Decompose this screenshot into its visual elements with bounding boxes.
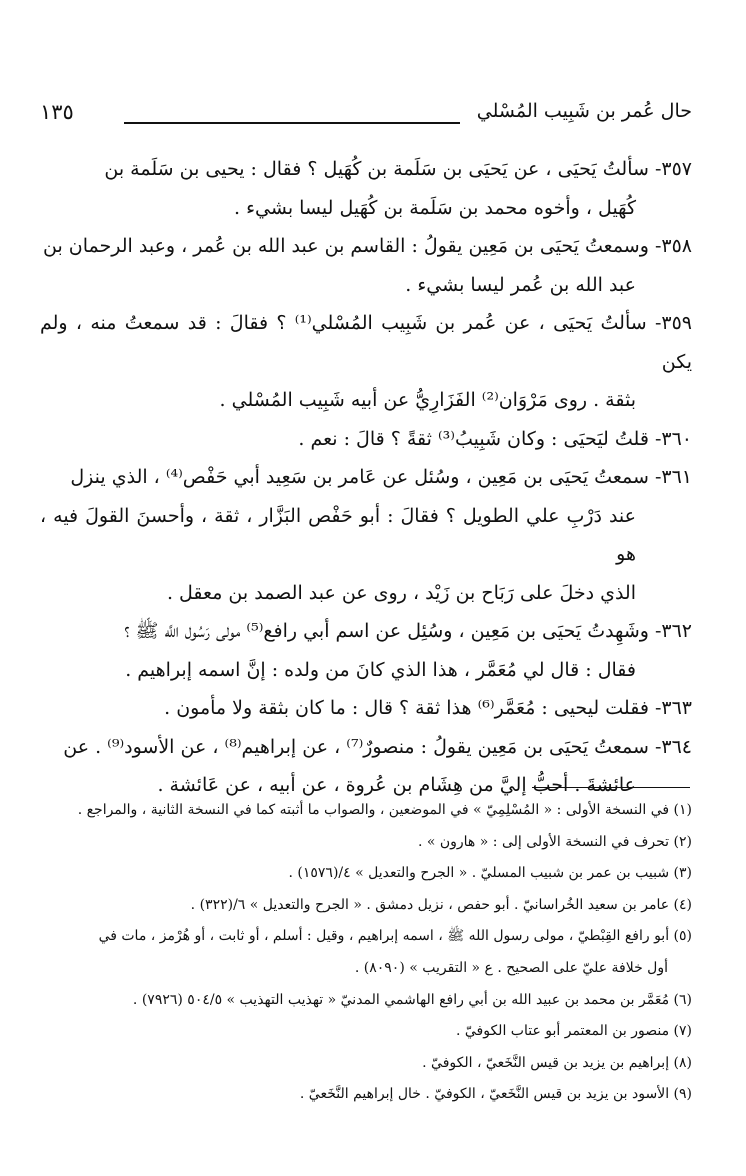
- footnote-9: [40, 1079, 692, 1111]
- footnote-line: (٩) الأسود بن يزيد بن قيس النَّخَعيّ ، الكوفيّ . خال إبراهيم النَّخَعيّ .: [299, 1086, 692, 1103]
- entry-358: [40, 227, 692, 304]
- entry-line: عبد الله بن عُمر ليسا بشيء .: [405, 273, 636, 296]
- entry-line: ٣٦١- سمعتُ يَحيَى بن مَعِين ، وسُئل عن عَامر بن سَعِيد أبي حَفْص⁽⁴⁾ ، الذي ينزل: [70, 466, 692, 488]
- footnote-line: (٣) شبيب بن عمر بن شبيب المسليّ . « الجرح والتعديل » ٤/(١٥٧٦) .: [288, 865, 692, 882]
- page-number: ١٣٥: [40, 100, 74, 124]
- footnote-line: (٦) مُعَمَّر بن محمد بن عبيد الله بن أبي رافع الهاشمي المدنيّ « تهذيب التهذيب » ٥٠٤/٥ (٧٩٢٦) .: [132, 991, 692, 1008]
- entry-361: [40, 458, 692, 612]
- entry-364: [40, 728, 692, 805]
- entry-line: ٣٥٩- سألتُ يَحيَى ، عن عُمر بن شَبِيب المُسْلي⁽¹⁾ ؟ فقالَ : قد سمعتُ منه ، ولم يكن: [40, 312, 692, 373]
- entry-line: ٣٥٧- سألتُ يَحيَى ، عن يَحيَى بن سَلَمة بن كُهَيل ؟ فقال : يحيى بن سَلَمة بن: [104, 158, 692, 180]
- footnote-3: [40, 858, 692, 890]
- page-header: [40, 100, 692, 132]
- running-title: حال عُمر بن شَبِيب المُسْلي: [476, 100, 692, 122]
- header-rule: [124, 122, 460, 124]
- entry-line: كُهَيل ، وأخوه محمد بن سَلَمة بن كُهَيل ليسا بشيء .: [234, 196, 636, 219]
- footnote-5: [40, 921, 692, 984]
- footnote-line: (٤) عامر بن سعيد الخُراسانيّ . أبو حفص ، نزيل دمشق . « الجرح والتعديل » ٦/(٣٢٢) .: [190, 896, 692, 913]
- footnote-8: [40, 1048, 692, 1080]
- entry-362: [40, 612, 692, 689]
- entry-line: ٣٦٤- سمعتُ يَحيَى بن مَعِين يقولُ : منصورٌ⁽⁷⁾ ، عن إبراهيم⁽⁸⁾ ، عن الأسود⁽⁹⁾ . عن: [63, 735, 692, 758]
- footnote-line: (٢) تحرف في النسخة الأولى إلى : « هارون » .: [417, 833, 692, 850]
- footnote-separator: [532, 787, 690, 788]
- entry-363: [40, 689, 692, 728]
- entry-line: بثقة . روى مَرْوَان⁽²⁾ الفَزَارِيُّ عن أبيه شَبِيب المُسْلي .: [219, 389, 636, 411]
- entry-360: [40, 420, 692, 459]
- footnote-7: [40, 1016, 692, 1048]
- footnote-line: (٥) أبو رافع القِبْطيّ ، مولى رسول الله ﷺ ، اسمه إبراهيم ، وقيل : أسلم ، أو ثابت ، أو هُرْمز ، مات في: [98, 928, 692, 945]
- entry-359: [40, 304, 692, 420]
- footnote-line: أول خلافة عليّ على الصحيح . ع « التقريب » (٨٠٩٠) .: [354, 959, 668, 976]
- footnote-line: (٨) إبراهيم بن يزيد بن قيس النَّخَعيّ ، الكوفيّ .: [422, 1054, 692, 1071]
- footnote-6: [40, 985, 692, 1017]
- entry-line: فقال : قال لي مُعَمَّر ، هذا الذي كانَ من ولده : إنَّ اسمه إبراهيم .: [125, 658, 636, 681]
- entry-line: ٣٦٢- وشَهِدتُ يَحيَى بن مَعِين ، وسُئِل عن اسم أبي رافع⁽⁵⁾ مولى رَسُول اللَّه ﷺ ؟: [124, 620, 692, 642]
- footnote-1: [40, 795, 692, 827]
- footnote-4: [40, 890, 692, 922]
- entry-line: الذي دخلَ على رَبَاح بن زَيْد ، روى عن عبد الصمد بن معقل .: [166, 581, 636, 604]
- entry-line: ٣٦٣- فقلت ليحيى : مُعَمَّر⁽⁶⁾ هذا ثقة ؟ قال : ما كان بثقة ولا مأمون .: [164, 697, 692, 719]
- entry-line: عائشةَ . أحبُّ إليَّ من هِشَام بن عُروة ، عن أبيه ، عن عَائشة .: [157, 774, 636, 796]
- main-text: [40, 150, 692, 805]
- entry-357: [40, 150, 692, 227]
- footnote-line: (١) في النسخة الأولى : « المُسْلِمِيّ » في الموضعين ، والصواب ما أثبته كما في النسخة الثانية ، والمراجع .: [77, 802, 692, 818]
- entry-line: ٣٥٨- وسمعتُ يَحيَى بن مَعِين يقولُ : القاسم بن عبد الله بن عُمر ، وعبد الرحمان بن: [43, 235, 692, 257]
- footnote-line: (٧) منصور بن المعتمر أبو عتاب الكوفيّ .: [455, 1023, 692, 1040]
- entry-line: ٣٦٠- قلتُ ليَحيَى : وكان شَبِيبُ⁽³⁾ ثقةً ؟ قالَ : نعم .: [298, 427, 692, 450]
- footnotes: [40, 795, 692, 1111]
- footnote-2: [40, 827, 692, 859]
- entry-line: عند دَرْبِ علي الطويل ؟ فقالَ : أبو حَفْص البَزَّار ، ثقة ، وأحسنَ القولَ فيه ، هو: [40, 504, 636, 565]
